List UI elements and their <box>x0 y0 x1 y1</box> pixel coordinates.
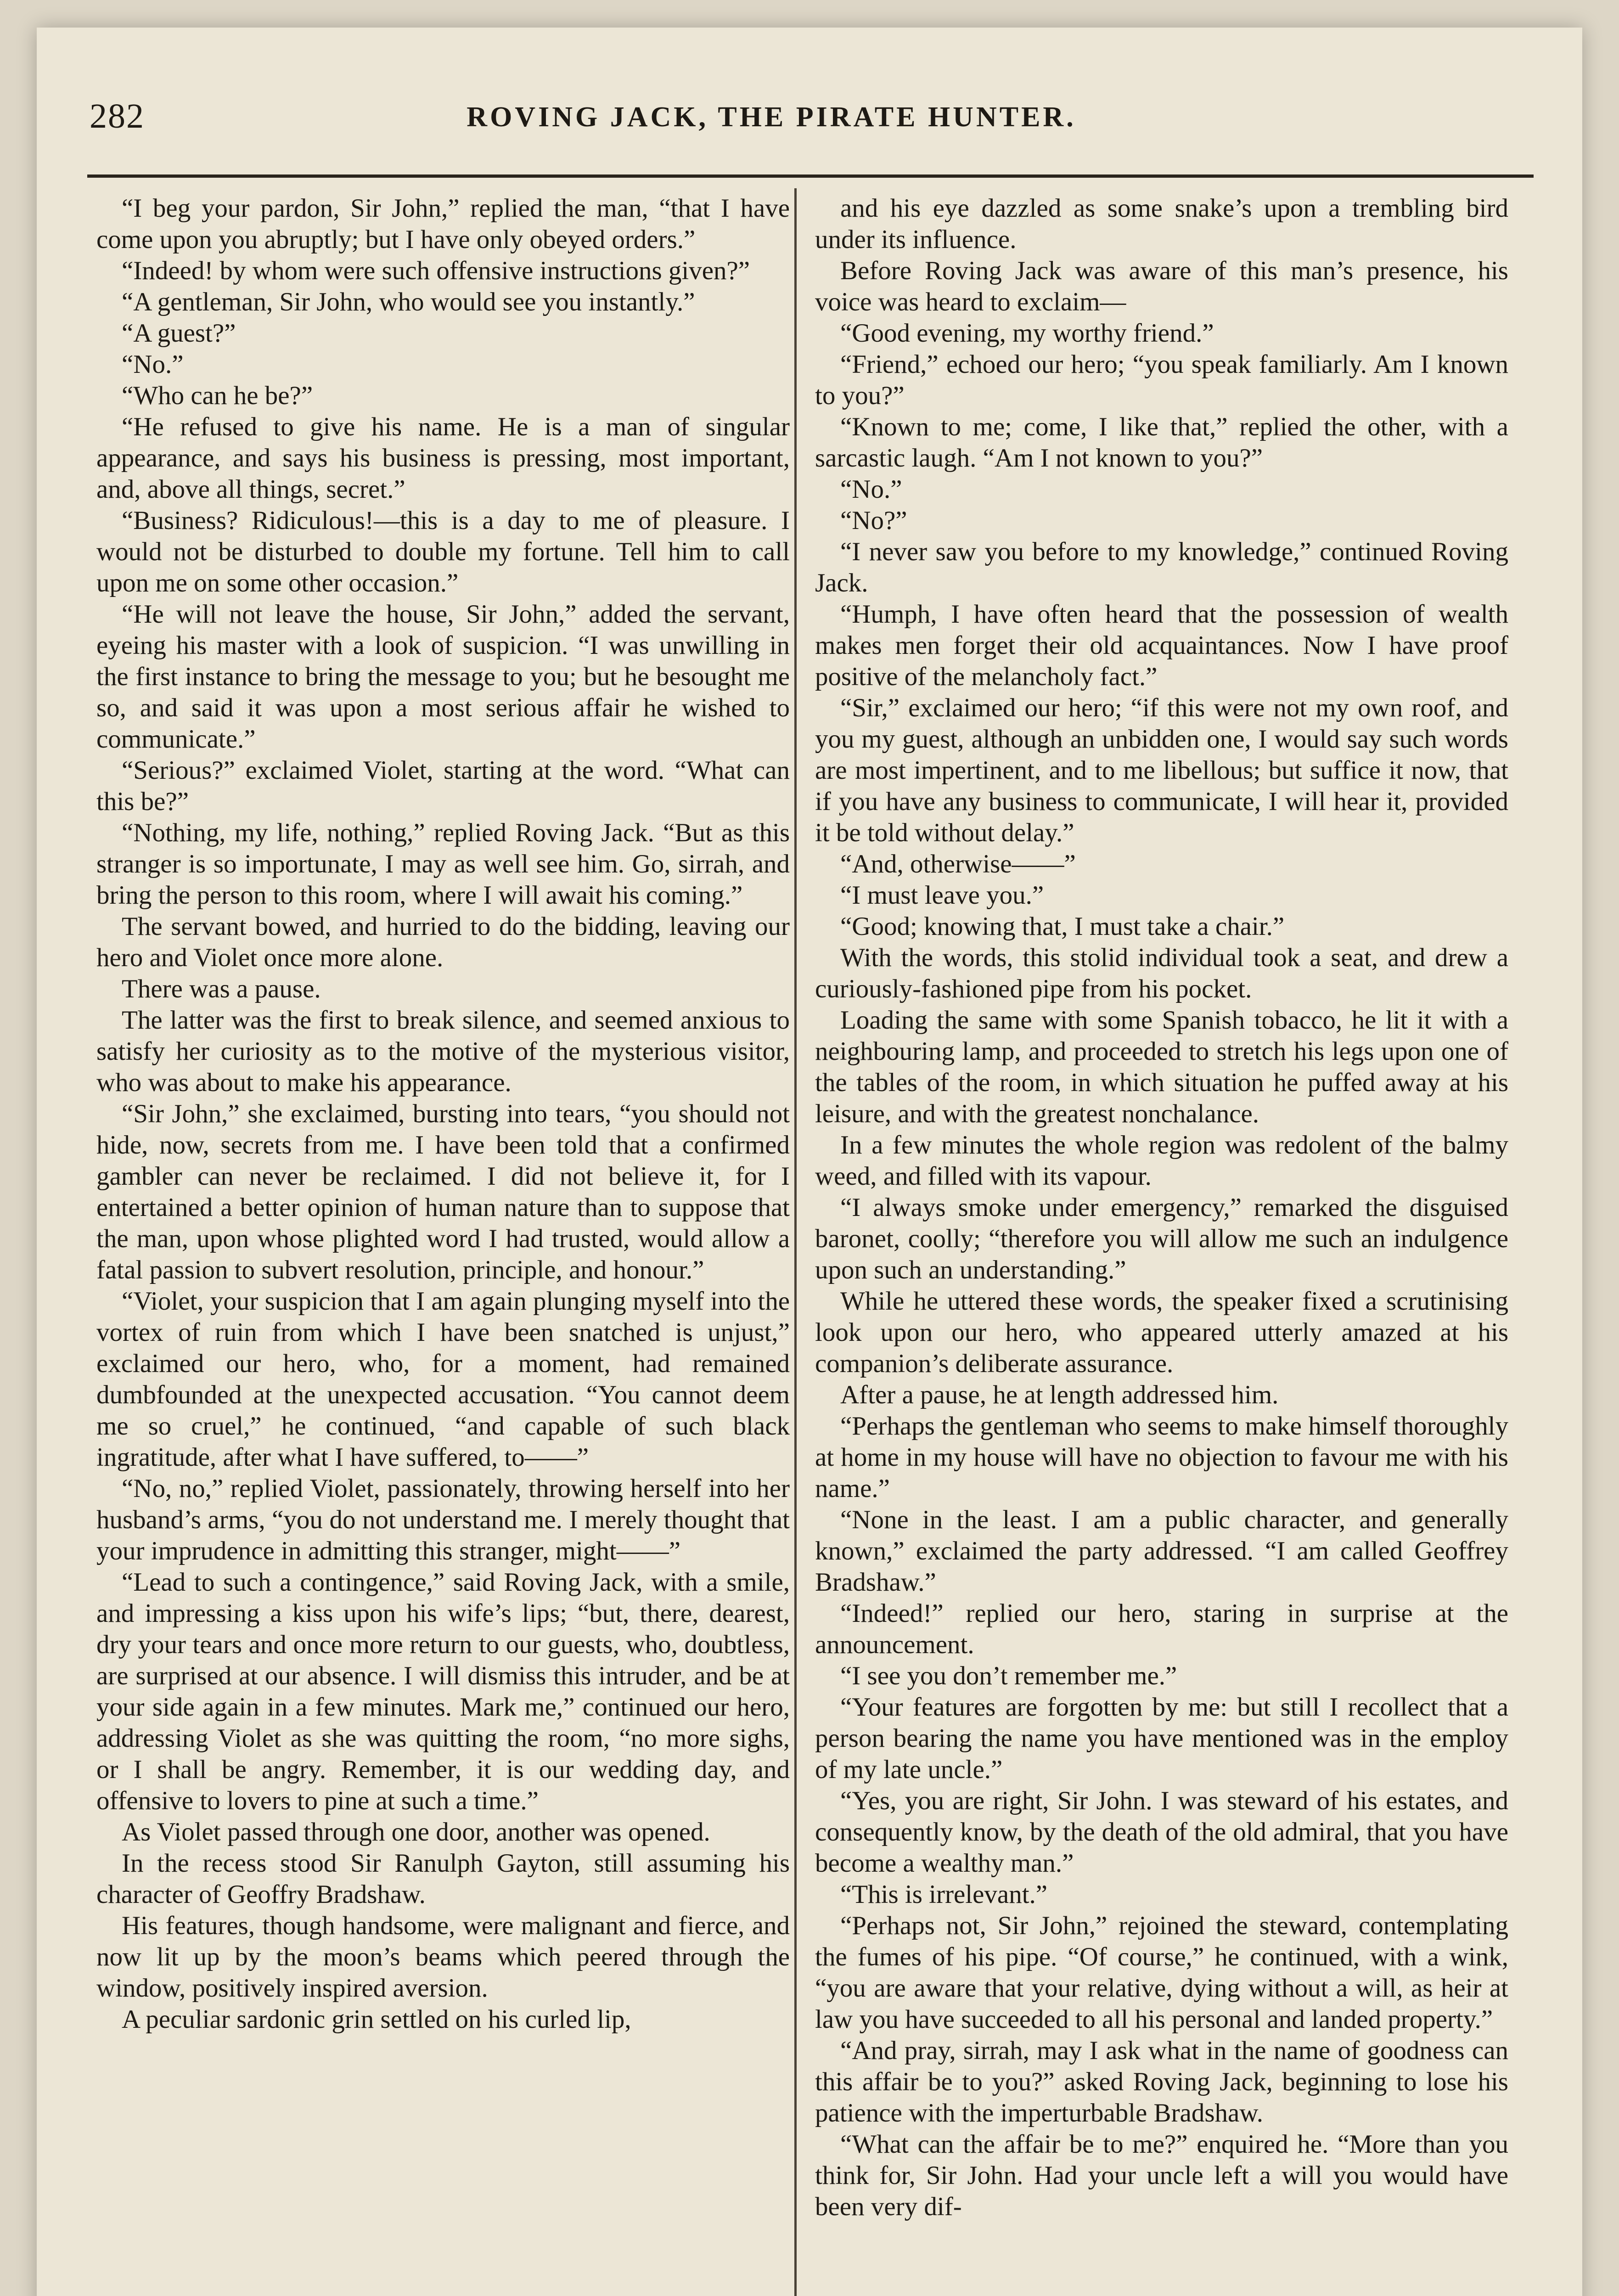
right-column <box>815 193 1508 2223</box>
paragraph: “Sir,” exclaimed our hero; “if this were not my own roof, and you my guest, although an unbidden one, I would say such words are most impertinent, and to me libellous; but suffice it now, that if you have any business to communicate, I will hear it, provided it be told without delay.” <box>815 693 1508 847</box>
paragraph: “Good evening, my worthy friend.” <box>840 319 1214 348</box>
paragraph: “Your features are forgotten by me: but still I recollect that a person bearing the name you have mentioned was in the employ of my late uncle.” <box>815 1693 1508 1784</box>
paragraph: “I always smoke under emergency,” remarked the disguised baronet, coolly; “therefore you will allow me such an indulgence upon such an understanding.” <box>815 1193 1508 1284</box>
header-rule <box>87 174 1534 178</box>
running-title: ROVING JACK, THE PIRATE HUNTER. <box>467 101 1076 133</box>
paragraph: As Violet passed through one door, another was opened. <box>122 1818 710 1846</box>
paragraph: While he uttered these words, the speaker fixed a scrutinising look upon our hero, who appeared utterly amazed at his companion’s deliberate assurance. <box>815 1287 1508 1378</box>
paragraph: In a few minutes the whole region was redolent of the balmy weed, and filled with its vapour. <box>815 1131 1508 1191</box>
paragraph: “What can the affair be to me?” enquired he. “More than you think for, Sir John. Had your uncle left a will you would have been very dif- <box>815 2130 1508 2221</box>
paragraph: “No.” <box>122 350 184 379</box>
paragraph: In the recess stood Sir Ranulph Gayton, still assuming his character of Geoffry Bradshaw. <box>96 1849 790 1909</box>
paragraph: His features, though handsome, were malignant and fierce, and now lit up by the moon’s beams which peered through the window, positively inspired aversion. <box>96 1911 790 2003</box>
paragraph: Before Roving Jack was aware of this man’s presence, his voice was heard to exclaim— <box>815 256 1508 316</box>
paragraph: “I see you don’t remember me.” <box>840 1661 1177 1690</box>
paragraph: “Sir John,” she exclaimed, bursting into tears, “you should not hide, now, secrets from me. I have been told that a confirmed gambler can never be reclaimed. I did not believe it, for I entertained a better opinion of human nature than to suppose that the man, upon whose plighted word I had trusted, would allow a fatal passion to subvert resolution, principle, and honour.” <box>96 1099 790 1284</box>
paragraph: “I never saw you before to my knowledge,” continued Roving Jack. <box>815 537 1508 597</box>
paragraph: “Indeed!” replied our hero, staring in surprise at the announcement. <box>815 1599 1508 1659</box>
paragraph: “Perhaps the gentleman who seems to make himself thoroughly at home in my house will have no objection to favour me with his name.” <box>815 1412 1508 1503</box>
paragraph: “Good; knowing that, I must take a chair.” <box>840 912 1285 941</box>
paragraph: The servant bowed, and hurried to do the bidding, leaving our hero and Violet once more alone. <box>96 912 790 972</box>
paragraph: “No, no,” replied Violet, passionately, throwing herself into her husband’s arms, “you do not understand me. I merely thought that your imprudence in admitting this stranger, might——” <box>96 1474 790 1565</box>
paragraph: “Nothing, my life, nothing,” replied Roving Jack. “But as this stranger is so importunate, I may as well see him. Go, sirrah, and bring the person to this room, where I will await his coming.” <box>96 818 790 910</box>
column-divider <box>794 188 797 2296</box>
paragraph: “A gentleman, Sir John, who would see you instantly.” <box>122 287 695 316</box>
paragraph: “And pray, sirrah, may I ask what in the name of goodness can this affair be to you?” asked Roving Jack, beginning to lose his patience with the imperturbable Bradshaw. <box>815 2036 1508 2127</box>
paragraph: “Perhaps not, Sir John,” rejoined the steward, contemplating the fumes of his pipe. “Of course,” he continued, with a wink, “you are aware that your relative, dying without a will, as heir at law you have succeeded to all his personal and landed property.” <box>815 1911 1508 2034</box>
paragraph: “This is irrelevant.” <box>840 1880 1048 1909</box>
paragraph: There was a pause. <box>122 974 321 1003</box>
paragraph: and his eye dazzled as some snake’s upon a trembling bird under its influence. <box>815 194 1508 254</box>
paragraph: “No.” <box>840 475 902 504</box>
paragraph: “A guest?” <box>122 319 236 348</box>
paragraph: “Yes, you are right, Sir John. I was steward of his estates, and consequently know, by the death of the old admiral, that you have become a wealthy man.” <box>815 1786 1508 1878</box>
paragraph: The latter was the first to break silence, and seemed anxious to satisfy her curiosity as to the motive of the mysterious visitor, who was about to make his appearance. <box>96 1006 790 1097</box>
running-header <box>55 78 1488 138</box>
paragraph: “I must leave you.” <box>840 881 1044 910</box>
paragraph: Loading the same with some Spanish tobacco, he lit it with a neighbouring lamp, and proceeded to stretch his legs upon one of the tables of the room, in which situation he puffed away at his leisure, and with the greatest nonchalance. <box>815 1006 1508 1128</box>
paragraph: “Business? Ridiculous!—this is a day to me of pleasure. I would not be disturbed to double my fortune. Tell him to call upon me on some other occasion.” <box>96 506 790 597</box>
paragraph: “Serious?” exclaimed Violet, starting at the word. “What can this be?” <box>96 756 790 816</box>
paragraph: With the words, this stolid individual took a seat, and drew a curiously-fashioned pipe from his pocket. <box>815 943 1508 1003</box>
paragraph: “I beg your pardon, Sir John,” replied the man, “that I have come upon you abruptly; but I have only obeyed orders.” <box>96 194 790 254</box>
paragraph: “And, otherwise——” <box>840 850 1076 878</box>
paragraph: “None in the least. I am a public character, and generally known,” exclaimed the party addressed. “I am called Geoffrey Bradshaw.” <box>815 1505 1508 1597</box>
paragraph: “Known to me; come, I like that,” replied the other, with a sarcastic laugh. “Am I not known to you?” <box>815 412 1508 473</box>
left-column <box>96 193 790 2035</box>
paragraph: “No?” <box>840 506 907 535</box>
paragraph: After a pause, he at length addressed him. <box>840 1380 1279 1409</box>
page-number: 282 <box>90 97 145 135</box>
paragraph: “Lead to such a contingence,” said Roving Jack, with a smile, and impressing a kiss upon his wife’s lips; “but, there, dearest, dry your tears and once more return to our guests, who, doubtless, are surprised at our absence. I will dismiss this intruder, and be at your side again in a few minutes. Mark me,” continued our hero, addressing Violet as she was quitting the room, “no more sighs, or I shall be angry. Remember, it is our wedding day, and offensive to lovers to pine at such a time.” <box>96 1568 790 1815</box>
paragraph: “He refused to give his name. He is a man of singular appearance, and says his business is pressing, most important, and, above all things, secret.” <box>96 412 790 504</box>
paragraph: “Friend,” echoed our hero; “you speak familiarly. Am I known to you?” <box>815 350 1508 410</box>
paragraph: “Who can he be?” <box>122 381 313 410</box>
paragraph: “He will not leave the house, Sir John,” added the servant, eyeing his master with a look of suspicion. “I was unwilling in the first instance to bring the message to you; but he besought me so, and said it was upon a most serious affair he wished to communicate.” <box>96 600 790 754</box>
paragraph: “Humph, I have often heard that the possession of wealth makes men forget their old acquaintances. Now I have proof positive of the melancholy fact.” <box>815 600 1508 691</box>
paragraph: “Indeed! by whom were such offensive instructions given?” <box>122 256 750 285</box>
paragraph: “Violet, your suspicion that I am again plunging myself into the vortex of ruin from which I have been snatched is unjust,” exclaimed our hero, who, for a moment, had remained dumbfounded at the unexpected accusation. “You cannot deem me so cruel,” he continued, “and capable of such black ingratitude, after what I have suffered, to——” <box>96 1287 790 1472</box>
paragraph: A peculiar sardonic grin settled on his curled lip, <box>122 2005 631 2034</box>
